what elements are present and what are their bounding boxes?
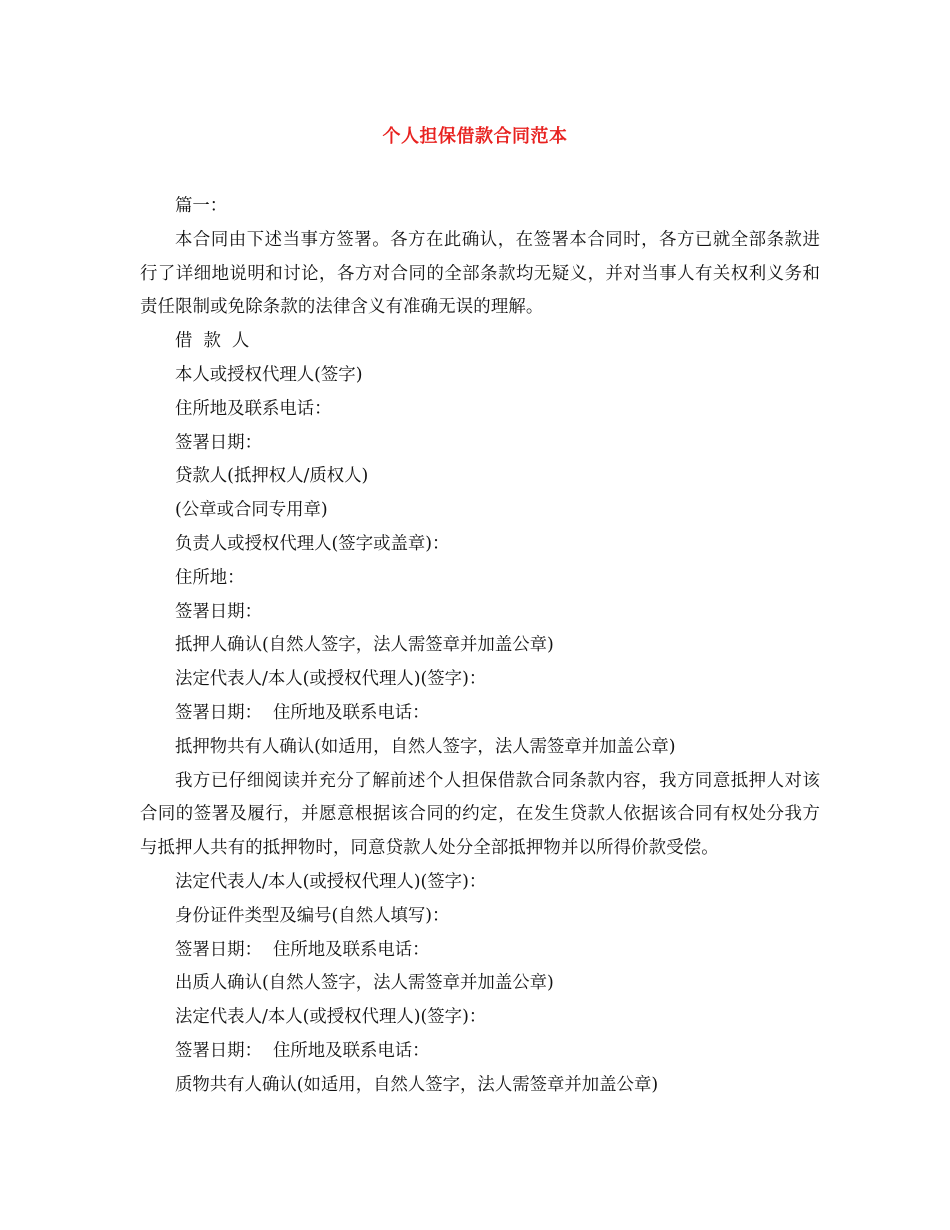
- co-owner-date-address-line: 签署日期： 住所地及联系电话：: [175, 939, 430, 960]
- lender-signature-line: 负责人或授权代理人(签字或盖章)：: [175, 533, 450, 554]
- co-owner-signature-line: 法定代表人/本人(或授权代理人)(签字)：: [175, 871, 487, 892]
- lender-address-line: 住所地：: [175, 567, 245, 588]
- mortgagor-heading: 抵押人确认(自然人签字，法人需签章并加盖公章): [175, 635, 554, 656]
- borrower-heading: 借 款 人: [175, 331, 250, 352]
- co-owner-paragraph: 我方已仔细阅读并充分了解前述个人担保借款合同条款内容，我方同意抵押人对该合同的签署及履行，并愿意根据该合同的约定，在发生贷款人依据该合同有权处分我方与抵押人共有的抵押物时，同意贷款人处分全部抵押物并以所得价款受偿。: [140, 770, 820, 859]
- document-body: [140, 190, 820, 1103]
- borrower-date-line: 签署日期：: [175, 432, 262, 453]
- co-owner-heading: 抵押物共有人确认(如适用，自然人签字，法人需签章并加盖公章): [175, 736, 676, 757]
- lender-date-line: 签署日期：: [175, 601, 262, 622]
- mortgagor-date-address-line: 签署日期： 住所地及联系电话：: [175, 702, 430, 723]
- mortgagor-signature-line: 法定代表人/本人(或授权代理人)(签字)：: [175, 669, 487, 690]
- borrower-signature-line: 本人或授权代理人(签字): [175, 364, 363, 385]
- pledgor-date-address-line: 签署日期： 住所地及联系电话：: [175, 1040, 430, 1061]
- pledgor-heading: 出质人确认(自然人签字，法人需签章并加盖公章): [175, 973, 554, 994]
- lender-heading: 贷款人(抵押权人/质权人): [175, 466, 369, 487]
- lender-seal-line: (公章或合同专用章): [175, 500, 328, 521]
- section-heading: 篇一：: [175, 196, 228, 216]
- pledgor-signature-line: 法定代表人/本人(或授权代理人)(签字)：: [175, 1007, 487, 1028]
- intro-paragraph: 本合同由下述当事方签署。各方在此确认，在签署本合同时，各方已就全部条款进行了详细地说明和讨论，各方对合同的全部条款均无疑义，并对当事人有关权利义务和责任限制或免除条款的法律含义有准确无误的理解。: [140, 229, 820, 318]
- borrower-address-line: 住所地及联系电话：: [175, 398, 332, 419]
- pledge-co-owner-heading: 质物共有人确认(如适用，自然人签字，法人需签章并加盖公章): [175, 1074, 659, 1095]
- document-title: 个人担保借款合同范本: [382, 126, 568, 147]
- co-owner-id-line: 身份证件类型及编号(自然人填写)：: [175, 905, 450, 926]
